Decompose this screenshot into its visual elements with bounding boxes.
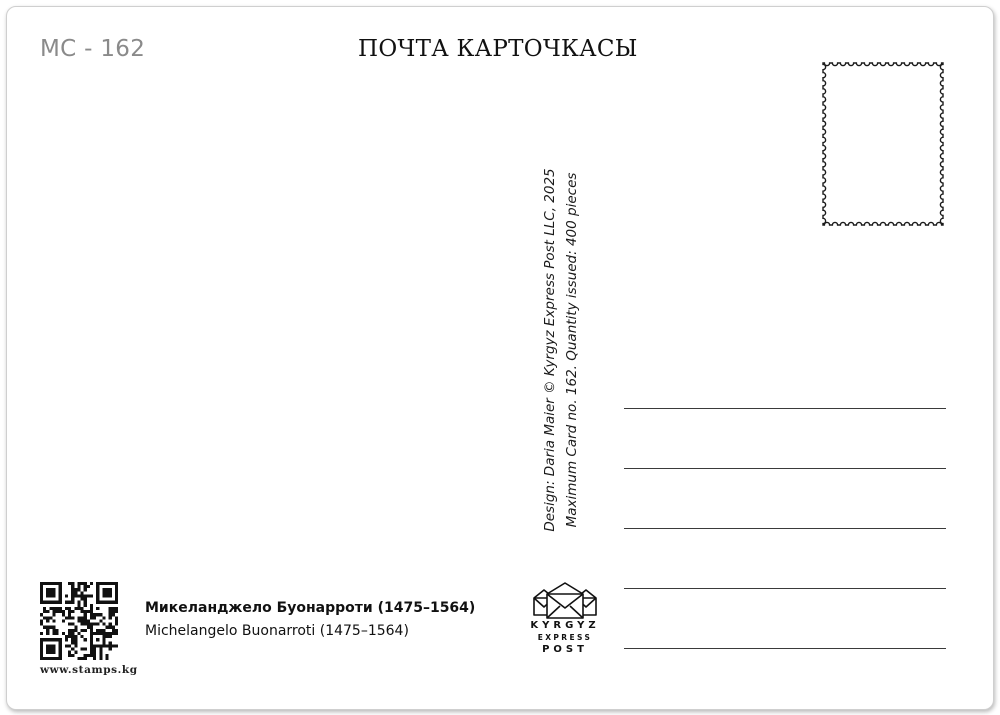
- logo-line-kyrgyz: KYRGYZ: [530, 620, 600, 631]
- address-line-4: [624, 588, 946, 589]
- credits-design: Design: Daria Maier © Kyrgyz Express Post LLC, 2025: [542, 168, 558, 532]
- address-line-3: [624, 528, 946, 529]
- stamp-placeholder-icon: [818, 58, 948, 230]
- address-line-1: [624, 408, 946, 409]
- credits-block: [539, 150, 585, 550]
- subject-name-ru: Микеланджело Буонарроти (1475–1564): [145, 600, 476, 616]
- kyrgyz-express-post-logo-icon: [532, 580, 598, 620]
- credits-quantity: Maximum Card no. 162. Quantity issued: 400 pieces: [564, 172, 580, 528]
- address-line-2: [624, 468, 946, 469]
- qr-code-icon[interactable]: [40, 582, 118, 660]
- address-line-5: [624, 648, 946, 649]
- logo-text: [530, 621, 600, 655]
- website-link[interactable]: www.stamps.kg: [40, 664, 138, 676]
- subject-name-en: Michelangelo Buonarroti (1475–1564): [145, 623, 409, 639]
- card-code: MC - 162: [40, 36, 146, 62]
- logo-line-express: EXPRESS: [537, 633, 593, 642]
- card-title: ПОЧТА КАРТОЧКАСЫ: [358, 36, 638, 62]
- logo-line-post: POST: [542, 643, 588, 655]
